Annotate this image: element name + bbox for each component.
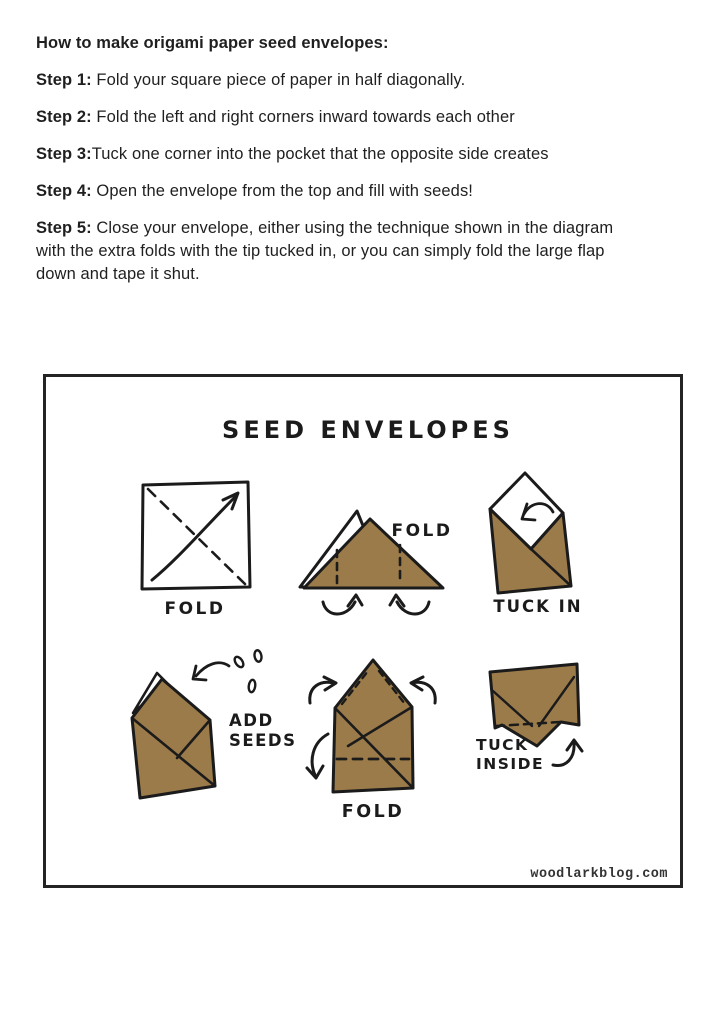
panel-6-caption-line1: TUCK: [476, 736, 529, 754]
panel-5-caption: FOLD: [341, 802, 405, 822]
step-1: [36, 69, 690, 92]
seed-2: [254, 650, 263, 663]
step-4-text: Open the envelope from the top and fill with seeds!: [91, 182, 473, 200]
step-3-label: Step 3:: [36, 145, 92, 163]
diagram-credit: woodlarkblog.com: [530, 867, 668, 882]
step-2-label: Step 2:: [36, 108, 92, 126]
step-1-label: Step 1:: [36, 71, 92, 89]
panel-6-caption-line2: INSIDE: [476, 755, 545, 773]
step-2: [36, 106, 690, 129]
step-5: [36, 217, 690, 286]
step-5-text-line2: with the extra folds with the tip tucked in, or you can simply fold the large flap: [36, 242, 605, 260]
page-title: How to make origami paper seed envelopes:: [36, 34, 389, 52]
seed-3: [248, 679, 256, 692]
step-4: [36, 180, 690, 203]
step-5-text-line3: down and tape it shut.: [36, 265, 200, 283]
seed-envelopes-diagram: [43, 374, 683, 889]
panel-2-caption: FOLD: [391, 521, 453, 541]
step-4-label: Step 4:: [36, 182, 92, 200]
instructions-text: [36, 32, 690, 300]
step-5-text-line1: Close your envelope, either using the technique shown in the diagram: [91, 219, 614, 237]
step-3-text: Tuck one corner into the pocket that the opposite side creates: [91, 145, 549, 163]
step-1-text: Fold your square piece of paper in half diagonally.: [91, 71, 466, 89]
step-5-label: Step 5:: [36, 219, 92, 237]
diagram-title: SEED ENVELOPES: [222, 416, 514, 444]
step-3: [36, 143, 690, 166]
step-2-text: Fold the left and right corners inward towards each other: [91, 108, 515, 126]
panel-4-caption-line1: ADD: [229, 711, 274, 730]
panel-4-caption-line2: SEEDS: [229, 731, 297, 750]
panel-1-caption: FOLD: [164, 599, 226, 619]
panel-3-caption: TUCK IN: [493, 597, 583, 616]
